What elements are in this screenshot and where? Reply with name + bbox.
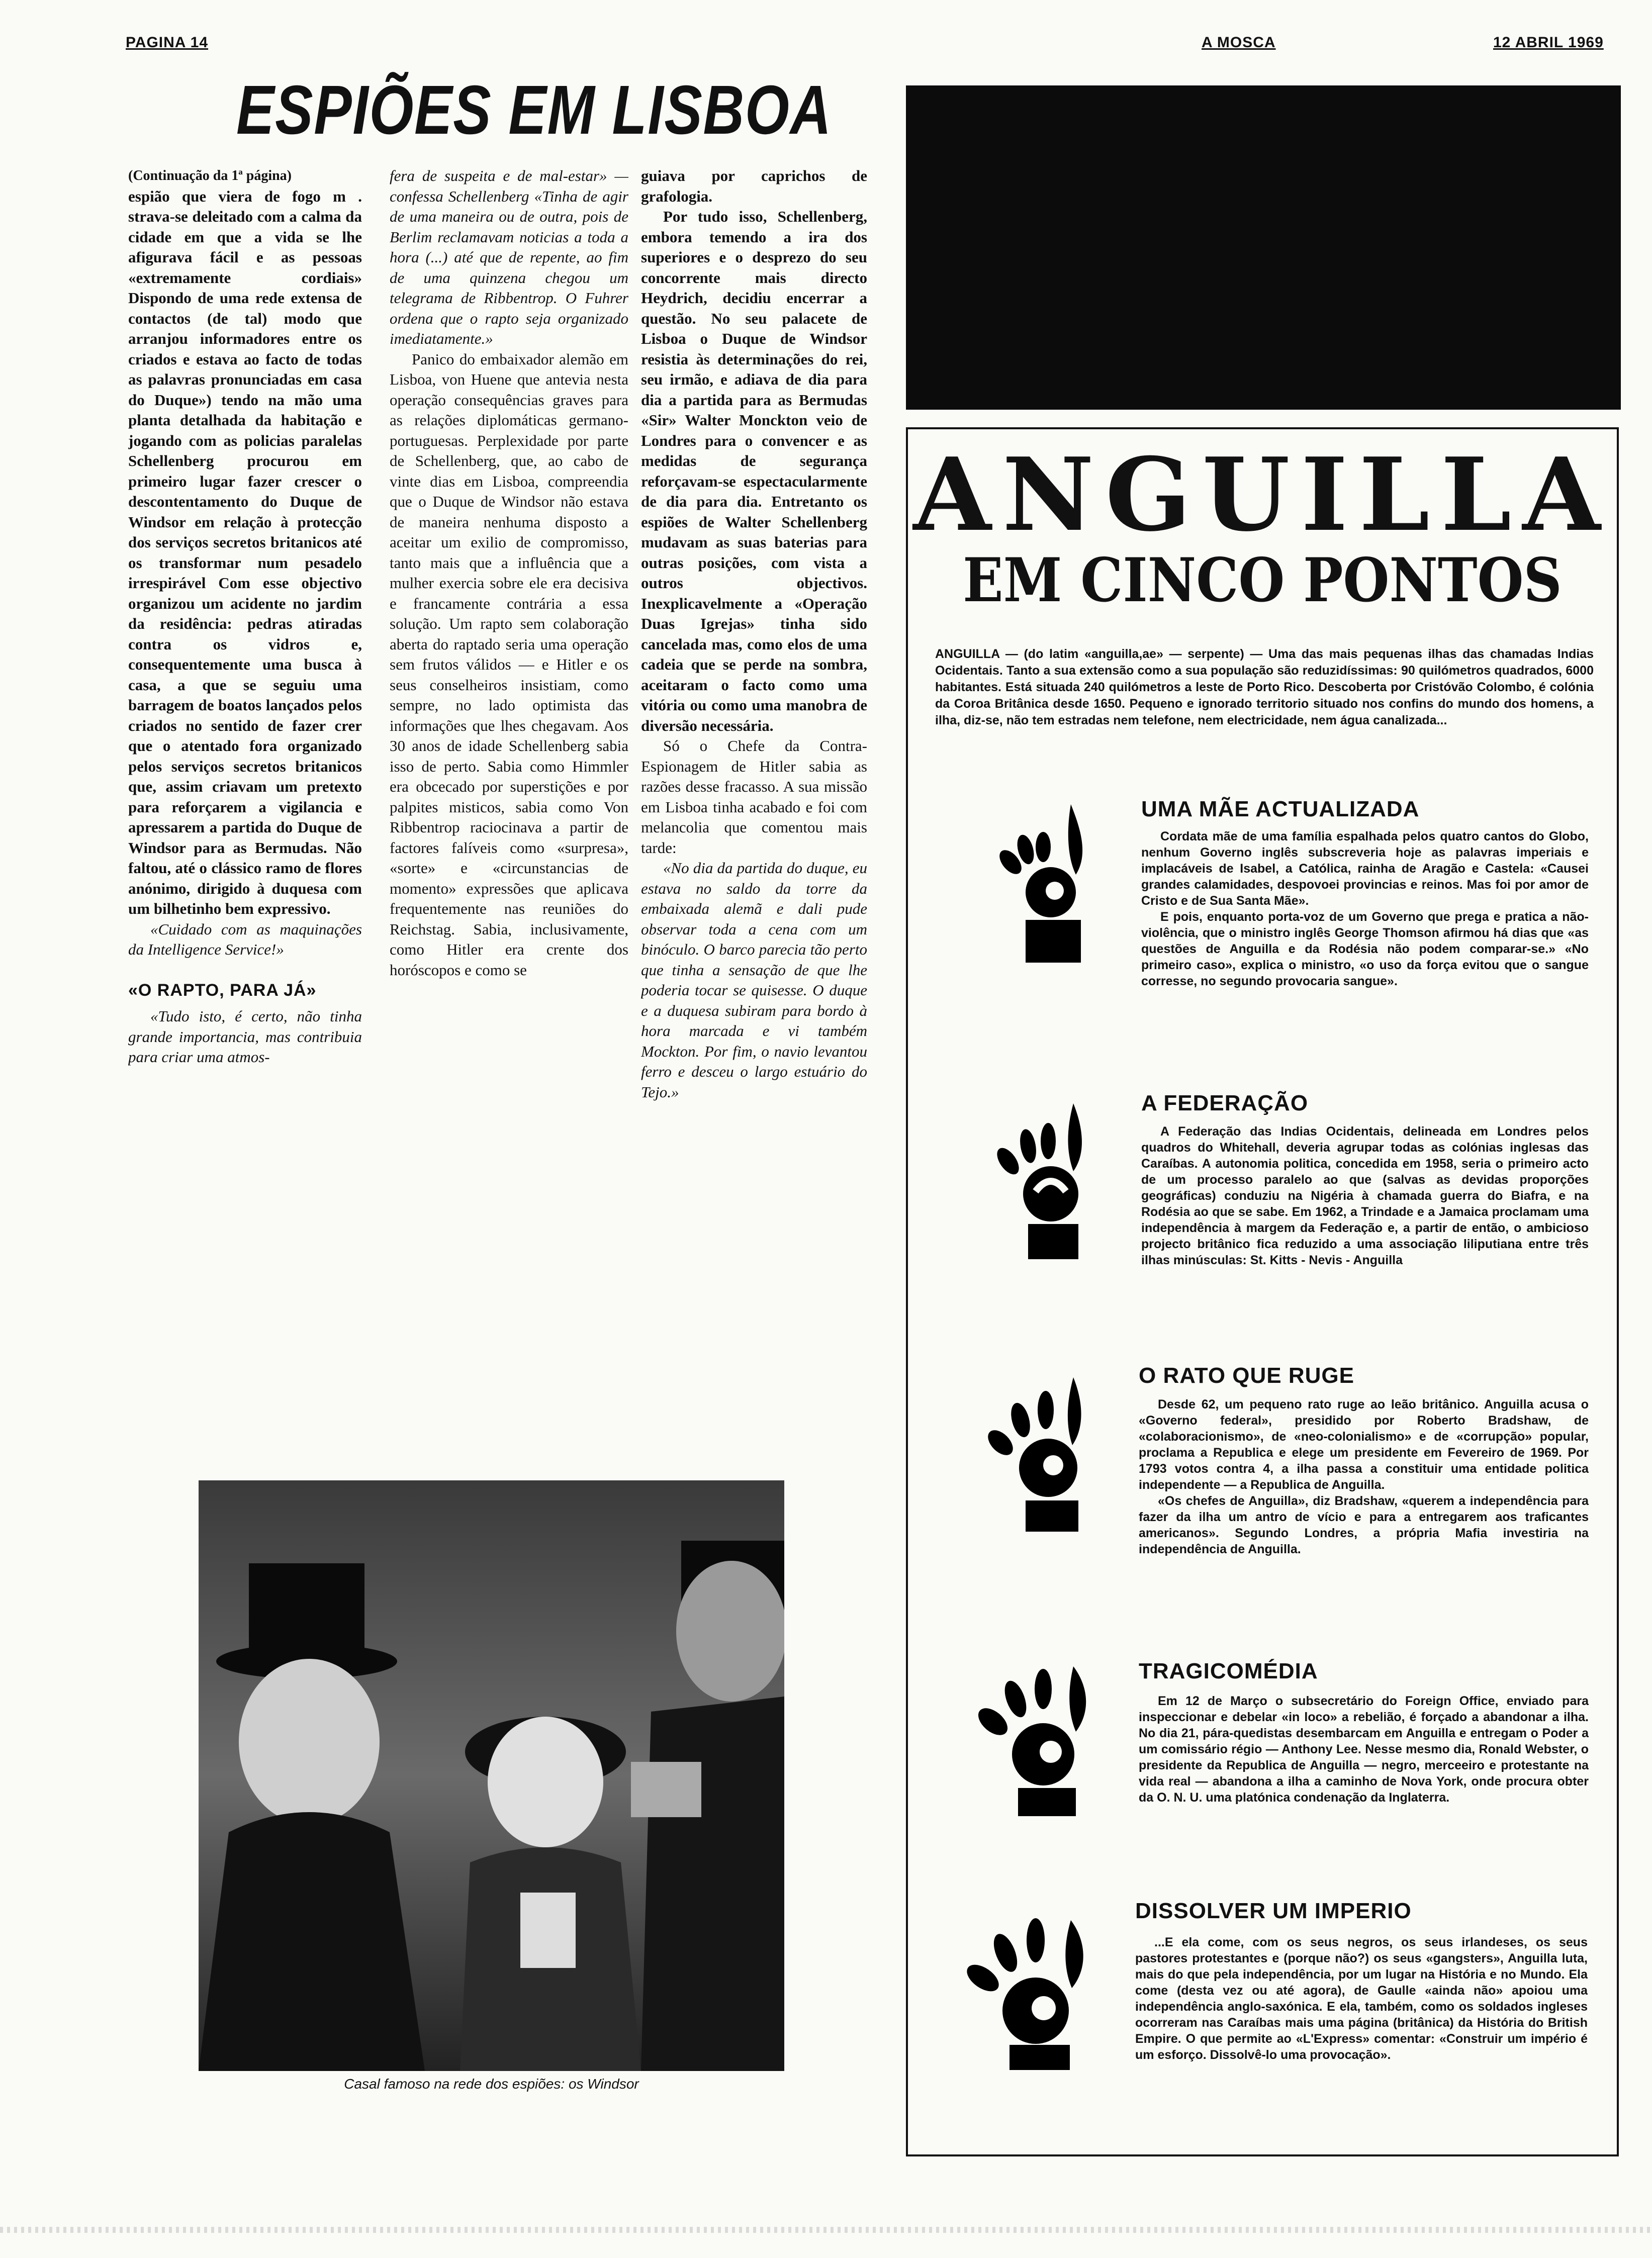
anguilla-title: ANGUILLA (913, 436, 1612, 554)
article-quote: «Cuidado com as maquinações da Intelligence Service!» (128, 920, 362, 958)
photo-caption: Casal famoso na rede dos espiões: os Windsor (344, 2076, 639, 2092)
article-column-2 (390, 166, 628, 1458)
black-banner (906, 85, 1621, 410)
section-title: A FEDERAÇÃO (1141, 1091, 1309, 1115)
article-paragraph: Só o Chefe da Contra-Espionagem de Hitler sabia as razões desse fracasso. A sua missão em Lisboa tinha acabado e foi com melancolia que comentou mais tarde: (641, 737, 867, 857)
publication-name: A MOSCA (1202, 34, 1276, 51)
section-paragraph: «Os chefes de Anguilla», diz Bradshaw, «querem a independência para fazer da ilha um antro de vício e para a entregarem aos traficantes americanos». Segundo Londres, a própria Mafia investiria na independência de Anguilla. (1139, 1494, 1589, 1556)
raised-hand-icon (978, 1367, 1104, 1533)
article-quote: «No dia da partida do duque, eu estava no saldo da torre da embaixada alemã e dali pude observar toda a cena com um binóculo. O barco parecia tão perto que tinha a sensação de que lhe poderia tocar se quisesse. O duque e a duquesa subiram para bordo à hora marcada e vi também Mockton. Por fim, o navio levantou ferro e desceu o largo estuário do Tejo.» (641, 859, 867, 1101)
section-title: DISSOLVER UM IMPERIO (1135, 1899, 1412, 1923)
section-paragraph: Em 12 de Março o subsecretário do Foreign Office, enviado para inspeccionar e debelar «in loco» a rebelião, é forçado a abandonar a ilha. No dia 21, pára-quedistas desembarcam em Anguilla e entregam o Poder a um comissário régio — Anthony Lee. Nesse mesmo dia, Ronald Webster, o presidente da Republica de Anguilla — negro, merceeiro e protestante na vida real — abandona a ilha a caminho de Nova York, onde procura obter da O. N. U. uma platónica condenação da Inglaterra. (1139, 1694, 1589, 1805)
raised-hand-icon (965, 1905, 1091, 2071)
scan-edge (0, 2227, 1652, 2233)
article-headline: ESPIÕES EM LISBOA (236, 71, 832, 149)
section-paragraph: A Federação das Indias Ocidentais, delineada em Londres pelos quadros do Whitehall, deveria agrupar todas as colónias inglesas das Caraíbas. A autonomia politica, concedida em 1958, seria o primeiro acto de um processo paralelo ao que (salvas as devidas proporções geográficas) conduziu na Nigéria à chamada guerra do Biafra, e na Rodésia ao que se sabe. Em 1962, a Trindade e a Jamaica proclamam uma independência à margem da Federação e, a partir de então, o ambicioso projecto britânico fica reduzido a uma associação liliputiana entre três ilhas minúsculas: St. Kitts - Nevis - Anguilla (1141, 1124, 1589, 1267)
anguilla-subtitle: EM CINCO PONTOS (963, 545, 1562, 616)
article-paragraph: espião que viera de fogo m . strava-se deleitado com a calma da cidade em que a vida se lhe afigurava fácil e as pessoas «extremamente cordiais» Dispondo de uma rede extensa de contactos (de tal) modo que arranjou informadores entre os criados e estava ao facto de todas as palavras pronunciadas em casa do Duque») tendo na mão uma planta detalhada da habitação e jogando com as policias paralelas Schellenberg procurou em primeiro lugar fazer crescer o descontentamento do Duque de Windsor em relação à protecção dos serviços secretos britanicos até os transformar num pesadelo irrespirável Com esse objectivo organizou um acidente no jardim da residência: pedras atiradas contra os vidros e, consequentemente uma busca à casa, a que se seguiu uma barragem de boatos lançados pelos criados no sentido de fazer crer que o atentado fora organizado pelos serviços secretos britanicos que, assim criavam um pretexto para reforçarem a vigilancia e apressarem a partida do Duque de Windsor para as Bermudas. Não faltou, até o clássico ramo de flores anónimo, dirigido à duquesa com um bilhetinho bem expressivo. (128, 187, 362, 917)
section-paragraph: ...E ela come, com os seus negros, os seus irlandeses, os seus pastores protestantes e (porque não?) os seus «gangsters», Anguilla luta, mais do que pela independência, por um lugar na História e no Mundo. Ela come (desta vez ou até agora), de Gaulle «ainda não» apoiou uma independência anglo-saxónica. E ela, também, como os soldados ingleses ocorreram nas Caraíbas mais uma página (britânica) da História do British Empire. O que permite ao «L'Express» comentar: «Construir um império é um esforço. Dissolvê-lo uma provocação». (1135, 1935, 1588, 2062)
section-title: UMA MÃE ACTUALIZADA (1141, 797, 1420, 821)
section-title: TRAGICOMÉDIA (1139, 1659, 1318, 1683)
continued-note: (Continuação da 1ª página) (128, 168, 292, 183)
article-paragraph: «Tudo isto, é certo, não tinha grande importancia, mas contribuia para criar uma atmos- (128, 1007, 362, 1066)
article-quote: fera de suspeita e de mal-estar» — confessa Schellenberg «Tinha de agir de uma maneira ou de outra, pois de Berlim reclamavam noticias a toda a hora (...) até que de repente, ao fim de uma quinzena chegou um telegrama de Ribbentrop. O Fuhrer ordena que o rapto seja organizado imediatamente.» (390, 167, 628, 347)
article-column-3 (641, 166, 867, 1458)
section-title: O RATO QUE RUGE (1139, 1363, 1354, 1388)
section-paragraph: Desde 62, um pequeno rato ruge ao leão britânico. Anguilla acusa o «Governo federal», presidido por Roberto Bradshaw, de «colaboracionismo», de «neo-colonialismo» e de «corrupção» popular, proclama a Republica e elege um presidente em Fevereiro de 1969. Por 1793 votos contra 4, a ilha passa a constituir uma entidade politica independente — a Republica de Anguilla. (1139, 1397, 1589, 1492)
section-paragraph: E pois, enquanto porta-voz de um Governo que prega e pratica a não-violência, que o ministro inglês George Thomson afirmou há dias que «as questões de Anguilla e da Rodésia não podem comparar-se.» «No primeiro caso», explica o ministro, «o uso da força evitou que o sangue corresse, no segundo provocaria sangue». (1141, 910, 1589, 988)
section-body (1141, 828, 1589, 989)
section-paragraph: Cordata mãe de uma família espalhada pelos quatro cantos do Globo, nenhum Governo inglês subscreveria hoje as palavras imperiais e implacáveis de Isabel, a Católica, rainha de Aragão e Castela: «Causei grandes calamidades, despovoei provincias e reinos. Mas foi por amor de Cristo e de Sua Santa Mãe». (1141, 829, 1589, 908)
article-paragraph: Por tudo isso, Schellenberg, embora temendo a ira dos superiores e o desprezo do seu concorrente mais directo Heydrich, decidiu encerrar a questão. No seu palacete de Lisboa o Duque de Windsor resistia às determinações do rei, seu irmão, e adiava de dia para dia a partida para as Bermudas «Sir» Walter Monckton veio de Londres para o convencer e as medidas de segurança reforçavam-se espectacularmente de dia para dia. Entretanto os espiões de Walter Schellenberg mudavam as suas baterias para outras posições, com vista a outros objectivos. Inexplicavelmente a «Operação Duas Igrejas» tinha sido cancelada mas, como elos de uma cadeia que se perde na sombra, aceitaram o facto como uma vitória ou como uma manobra de diversão necessária. (641, 208, 867, 734)
section-body (1135, 1934, 1588, 2063)
raised-hand-icon (973, 1651, 1098, 1817)
section-body (1139, 1396, 1589, 1557)
section-body (1141, 1123, 1589, 1268)
article-column-1 (128, 166, 362, 1458)
raised-hand-icon (980, 799, 1106, 965)
photo-illustration (199, 1480, 784, 2071)
page-number: PAGINA 14 (126, 34, 209, 51)
windsor-photo (199, 1480, 784, 2071)
article-subhead: «O RAPTO, PARA JÁ» (128, 980, 317, 1000)
issue-date: 12 ABRIL 1969 (1493, 34, 1604, 51)
article-paragraph: Panico do embaixador alemão em Lisboa, von Huene que antevia nesta operação consequências graves para as relações diplomáticas germano-portuguesas. Perplexidade por parte de Schellenberg, que, ao cabo de vinte dias em Lisboa, compreendia que o Duque de Windsor não estava de maneira nenhuma disposto a aceitar um exilio de compromisso, tanto mais que a influência que a mulher exercia sobre ele era decisiva e francamente contrária a essa solução. Um rapto sem colaboração aberta do raptado seria uma operação sem frutos válidos — e Hitler e os seus conselheiros insistiam, como sempre, no lado optimista das informações que lhes chegavam. Aos 30 anos de idade Schellenberg sabia isso de perto. Sabia como Himmler era obcecado por superstições e por palpites misticos, sabia como Von Ribbentrop raciocinava a partir de factores falíveis como «surpresa», «sorte» e «circunstancias de momento» expressões que aplicava frequentemente nas reuniões do Reichstag. Sabia, inclusivamente, como Hitler era crente dos horóscopos e como se (390, 350, 628, 979)
raised-hand-icon (980, 1096, 1106, 1262)
article-paragraph: guiava por caprichos de grafologia. (641, 167, 867, 205)
section-body (1139, 1693, 1589, 1806)
anguilla-intro: ANGUILLA — (do latim «anguilla,ae» — serpente) — Uma das mais pequenas ilhas das chamadas Indias Ocidentais. Tanto a sua extensão como a sua população são reduzidíssimas: 90 quilómetros quadrados, 6000 habitantes. Está situada 240 quilómetros a leste de Porto Rico. Descoberta por Cristóvão Colombo, é colónia da Coroa Britânica desde 1650. Pequeno e ignorado territorio situado nos confins do mundo dos homens, a ilha, diz-se, não tem estradas nem telefone, nem electricidade, nem água canalizada... (935, 647, 1594, 727)
